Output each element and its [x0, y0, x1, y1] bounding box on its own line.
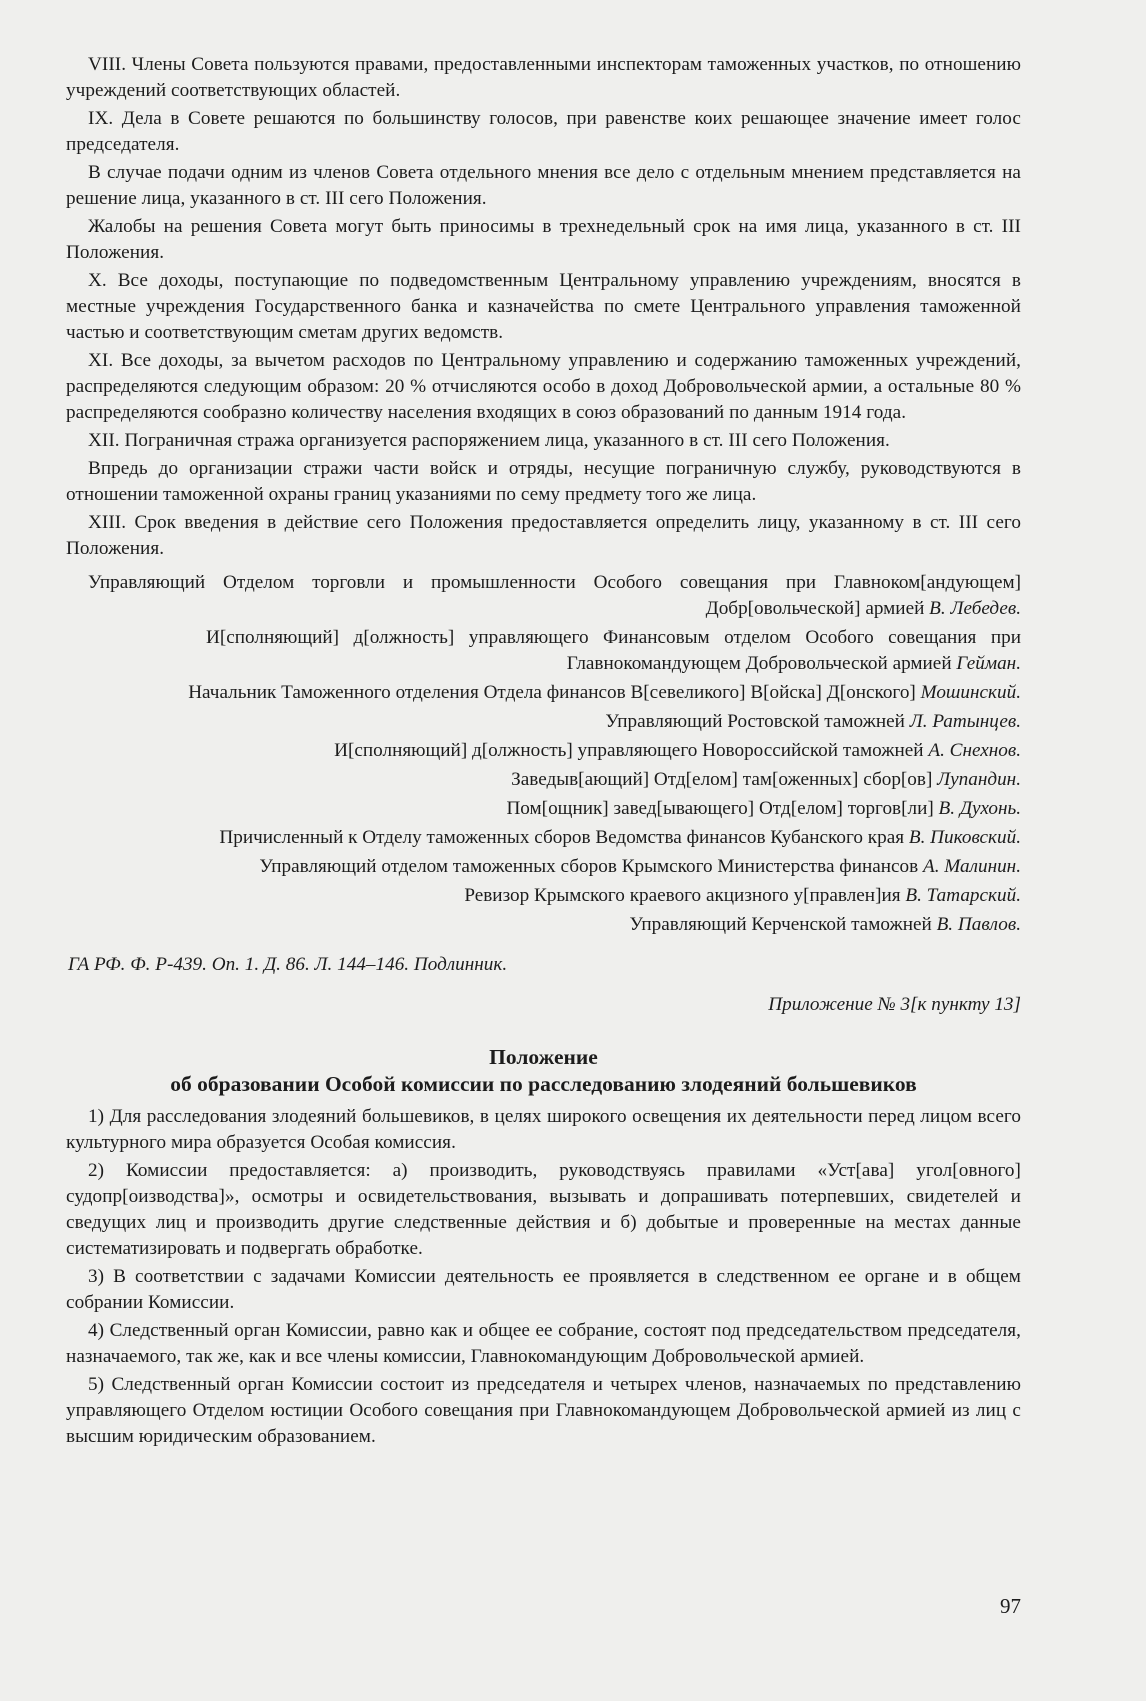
signature-rostov-customs [66, 709, 1021, 735]
signature-trade-assistant [66, 796, 1021, 822]
clause-2: 2) Комиссии предоставляется: а) производить, руководствуясь правилами «Уст[ава] угол[овного] судопр[оизводства]», осмотры и освидетельствования, вызывать и допрашивать потерпевших, свидетелей и сведущих лиц и производить другие следственные действия и б) добытые и проверенные на местах данные систематизировать и подвергать обработке. [66, 1160, 1021, 1259]
signature-name: Гейман. [956, 653, 1021, 674]
signature-role: Управляющий Ростовской таможней [605, 711, 905, 732]
signature-name: Мошинский. [920, 682, 1021, 703]
signature-name: В. Павлов. [936, 914, 1021, 935]
paragraph-x: X. Все доходы, поступающие по подведомственным Центральному управлению учреждениям, вносятся в местные учреждения Государственного банка и казначейства по смете Центрального управления таможенной частью и соответствующим сметам других ведомств. [66, 270, 1021, 343]
clause-3: 3) В соответствии с задачами Комиссии деятельность ее проявляется в следственном ее органе и в общем собрании Комиссии. [66, 1266, 1021, 1313]
clause-1: 1) Для расследования злодеяний большевиков, в целях широкого освещения их деятельности перед лицом всего культурного мира образуется Особая комиссия. [66, 1106, 1021, 1153]
paragraph-ix: IX. Дела в Совете решаются по большинству голосов, при равенстве коих решающее значение имеет голос председателя. [66, 108, 1021, 155]
signature-name: В. Пиковский. [908, 827, 1021, 848]
signature-crimea-excise [66, 883, 1021, 909]
signatures-block [66, 570, 1021, 938]
section-title: Положение [489, 1045, 598, 1069]
signature-name: А. Малинин. [922, 856, 1021, 877]
page-number: 97 [1000, 1594, 1021, 1618]
paragraph-xiii: XIII. Срок введения в действие сего Положения предоставляется определить лицу, указанному в ст. III сего Положения. [66, 512, 1021, 559]
signature-customs-section-don [66, 680, 1021, 706]
archive-source-citation: ГА РФ. Ф. Р-439. Оп. 1. Д. 86. Л. 144–146. Подлинник. [68, 954, 508, 975]
signature-role: Управляющий Отделом торговли и промышленности Особого совещания при Главноком[андующем] Добр[овольческой] армией [88, 572, 1021, 619]
paragraph-xi: XI. Все доходы, за вычетом расходов по Центральному управлению и содержанию таможенных учреждений, распределяются следующим образом: 20 % отчисляются особо в доход Добровольческой армии, а остальные 80 % распределяются сообразно количеству населения входящих в союз образований по данным 1914 года. [66, 350, 1021, 423]
signature-trade-department [66, 570, 1021, 622]
clause-5: 5) Следственный орган Комиссии состоит из председателя и четырех членов, назначаемых по представлению управляющего Отделом юстиции Особого совещания при Главнокомандующем Добровольческой армией из лиц с высшим юридическим образованием. [66, 1374, 1021, 1447]
clause-4: 4) Следственный орган Комиссии, равно как и общее ее собрание, состоят под председательством председателя, назначаемого, так же, как и все члены комиссии, Главнокомандующим Добровольческой армией. [66, 1320, 1021, 1367]
signature-novorossiysk-customs [66, 738, 1021, 764]
signature-finance-department [66, 625, 1021, 677]
signature-kuban-finance [66, 825, 1021, 851]
signature-customs-fees-head [66, 767, 1021, 793]
signature-crimea-finance [66, 854, 1021, 880]
signature-name: А. Снехнов. [928, 740, 1021, 761]
signature-name: В. Татарский. [905, 885, 1021, 906]
signature-name: Л. Ратынцев. [909, 711, 1021, 732]
signature-role: И[сполняющий] д[олжность] управляющего Новороссийской таможней [334, 740, 924, 761]
paragraph-complaints: Жалобы на решения Совета могут быть приносимы в трехнедельный срок на имя лица, указанного в ст. III Положения. [66, 216, 1021, 263]
appendix-label: Приложение № 3[к пункту 13] [768, 994, 1021, 1015]
body-text-bottom [66, 1104, 1021, 1450]
body-text-top [66, 52, 1021, 562]
signature-name: Лупандин. [937, 769, 1021, 790]
signature-role: Ревизор Крымского краевого акцизного у[правлен]ия [464, 885, 901, 906]
paragraph-separate-opinion: В случае подачи одним из членов Совета отдельного мнения все дело с отдельным мнением представляется на решение лица, указанного в ст. III сего Положения. [66, 162, 1021, 209]
signature-role: Начальник Таможенного отделения Отдела финансов В[севеликого] В[ойска] Д[онского] [188, 682, 916, 703]
signature-role: Управляющий Керченской таможней [629, 914, 932, 935]
paragraph-xii: XII. Пограничная стража организуется распоряжением лица, указанного в ст. III сего Положения. [88, 430, 890, 451]
signature-name: В. Духонь. [938, 798, 1021, 819]
section-subtitle: об образовании Особой комиссии по расследованию злодеяний большевиков [170, 1072, 917, 1096]
signature-role: И[сполняющий] д[олжность] управляющего Финансовым отделом Особого совещания при Главнокомандующем Добровольческой армией [206, 627, 1021, 674]
signature-name: В. Лебедев. [929, 598, 1021, 619]
signature-kerch-customs [66, 912, 1021, 938]
paragraph-border-guard: Впредь до организации стражи части войск и отряды, несущие пограничную службу, руководствуются в отношении таможенной охраны границ указаниями по сему предмету того же лица. [66, 458, 1021, 505]
signature-role: Заведыв[ающий] Отд[елом] там[оженных] сбор[ов] [511, 769, 933, 790]
paragraph-viii: VIII. Члены Совета пользуются правами, предоставленными инспекторам таможенных участков, по отношению учреждений соответствующих областей. [66, 54, 1021, 101]
signature-role: Причисленный к Отделу таможенных сборов Ведомства финансов Кубанского края [219, 827, 905, 848]
signature-role: Пом[ощник] завед[ывающего] Отд[елом] торгов[ли] [506, 798, 934, 819]
signature-role: Управляющий отделом таможенных сборов Крымского Министерства финансов [259, 856, 919, 877]
